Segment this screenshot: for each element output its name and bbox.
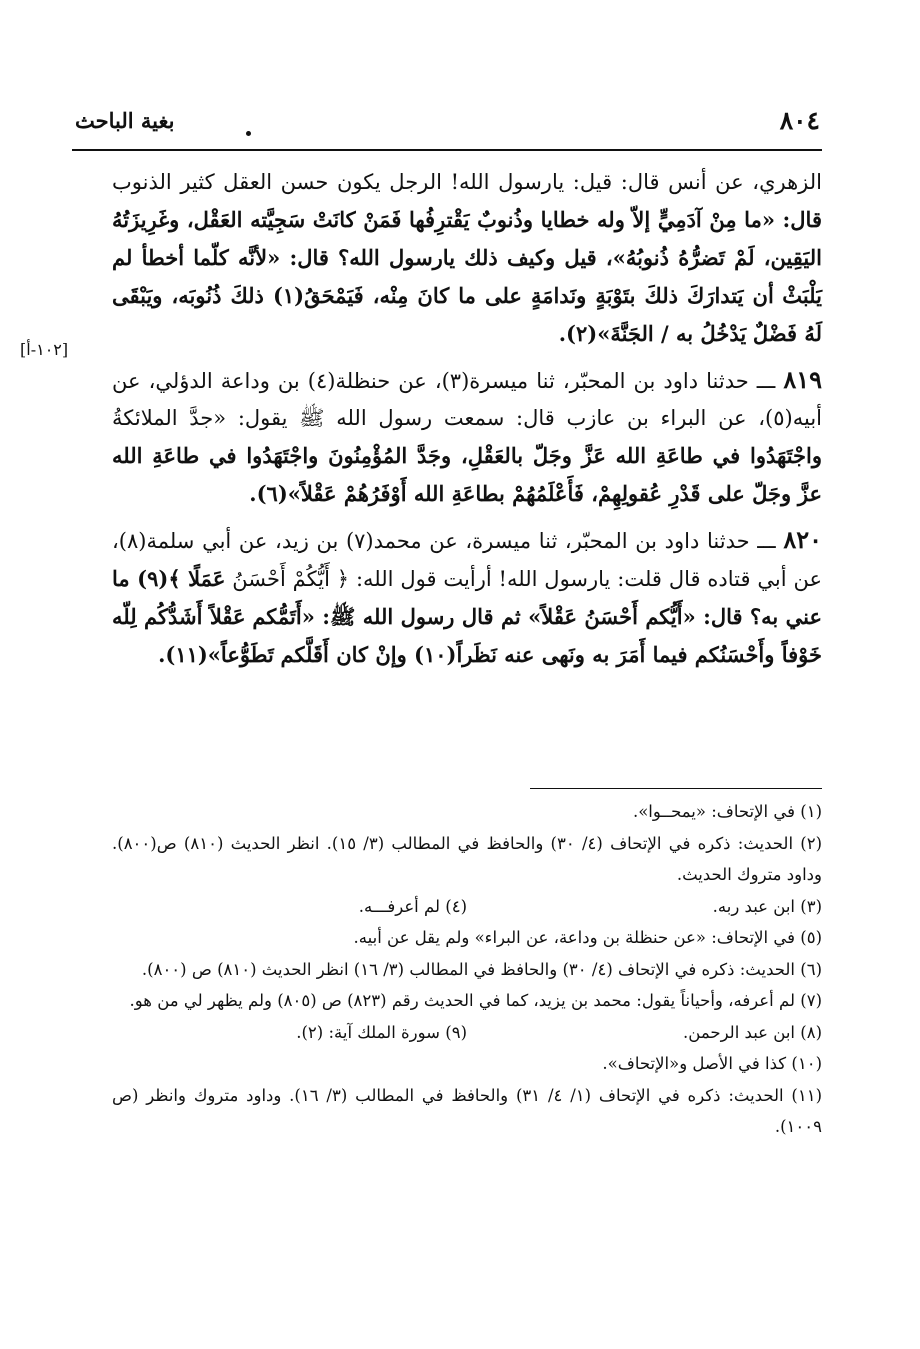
running-title: بغية الباحث [75, 107, 175, 133]
header-rule [72, 149, 822, 151]
main-text [112, 164, 822, 674]
footnote-9: (٩) سورة الملك آية: (٢). [296, 1022, 467, 1042]
footnote-line: (٢) الحديث: ذكره في الإتحاف (٤/ ٣٠) والحافظ في المطالب (٣/ ١٥). انظر الحديث (٨١٠) [183, 833, 823, 853]
text-line: سلمة(٨)، عن أبي قتاده قال قلت: يارسول الله! أرأيت قول الله: ﴿ أَيُّكُمْ أَحْسَنُ [112, 529, 822, 591]
text-line: أن يَتدارَكَ ذلكَ بتَوْبَةٍ ونَدامَةٍ على ما كانَ مِنْه، فَيَمْحَقُ(١) ذلكَ ذُنُوبَه، ويَبْقَى لَهُ فَضْلٌ [112, 283, 822, 346]
text-line: ـــ حدثنا داود بن المحبّر، ثنا ميسرة(٣)، عن حنظلة(٤) بن وداعة الدؤلي، [148, 369, 776, 393]
footnote-7 [112, 985, 822, 1017]
text-line: ـــ حدثنا داود بن المحبّر، ثنا ميسرة، عن محمد(٧) بن زيد، عن أبي [202, 529, 776, 553]
page-number: ٨٠٤ [779, 105, 820, 135]
hadith-number: ٨١٩ [783, 365, 822, 394]
footnote-row [112, 891, 822, 923]
footnote-line: ص(٨٠٠). وداود متروك الحديث. [112, 833, 822, 884]
footnote-line: (٧) لم أعرفه، وأحياناً يقول: محمد بن يزيد، كما في الحديث رقم (٨٢٣) ص (٨٠٥) ولم يظهر [207, 991, 822, 1010]
footnote-line: وانظر (ص ١٠٠٩). [112, 1085, 822, 1136]
text-line: يَدْخُلُ به / الجَنَّةَ»(٢). [558, 321, 747, 346]
footnote-6 [112, 954, 822, 986]
text-line: وجَلّ على قَدْرِ عُقولِهِمْ، فَأَعْلَمُهُمْ بطاعَةِ الله أَوْفَرُهُمْ عَقْلاً»(٦). [249, 481, 792, 506]
footnote-row [112, 1017, 822, 1049]
footnote-4: (٤) لم أعرفـــه. [358, 896, 467, 916]
margin-folio-reference: [١٠٢-أ] [20, 340, 69, 359]
page-header [75, 100, 820, 140]
footnote-2 [112, 828, 822, 891]
footnotes [112, 796, 822, 1143]
text-line: عَمَلًا ﴾(٩) ما عني به؟ قال: «أَيُّكم أَحْسَنُ عَقْلاً» ثم قال رسول الله ﷺ: «أَتَمُّكم [112, 566, 822, 629]
hadith-817-tail [112, 164, 822, 353]
hadith-number: ٨٢٠ [783, 525, 823, 554]
text-line: عَقْلاً أَشَدُّكُم لِلّه خَوْفاً وأَحْسَنُكم فيما أَمَرَ به ونَهى عنه نَظَراً(١٠) وإنْ كان أَقَلَّكم [112, 604, 822, 667]
text-line: عن أبيه(٥)، عن البراء بن عازب قال: سمعت رسول الله ﷺ يقول: «جدَّ الملائكةُ [112, 369, 822, 430]
footnote-3: (٣) ابن عبد ربه. [712, 896, 822, 916]
footnote-11 [112, 1080, 822, 1143]
text-line: قال: «ما مِنْ آدَمِيٍّ إلاّ وله خطايا وذُنوبٌ يَقْترِفُها فَمَنْ كانَتْ سَجِيَّته العَقْل، وغَرِيزَتُهُ [112, 207, 822, 232]
footnote-rule [530, 788, 822, 789]
hadith-820 [112, 521, 822, 674]
footnote-line: لي من هو. [129, 991, 203, 1010]
text-line: الزهري، عن أنس قال: قيل: يارسول الله! الرجل يكون حسن العقل كثير الذنوب [112, 170, 822, 194]
footnote-line: ص (٨٠٠). [141, 959, 212, 979]
hadith-819 [112, 361, 822, 513]
footnote-10: (١٠) كذا في الأصل و«الإتحاف». [602, 1054, 822, 1073]
text-line: تَطَوُّعاً»(١١). [158, 642, 274, 667]
footnote-line: (٦) الحديث: ذكره في الإتحاف (٤/ ٣٠) والحافظ في المطالب (٣/ ١٦) انظر الحديث (٨١٠) [217, 959, 822, 979]
footnote-line: (١١) الحديث: ذكره في الإتحاف (١/ ٤/ ٣١) والحافظ في المطالب (٣/ ١٦). وداود متروك [193, 1085, 823, 1105]
footnote-5: (٥) في الإتحاف: «عن حنظلة بن وداعة، عن البراء» ولم يقل عن أبيه. [353, 928, 822, 947]
text-line: اليَقِين، لَمْ تَضرُّهُ ذُنوبُهُ»، قيل وكيف ذلك يارسول الله؟ قال: «لأنَّه كلّما أخطأ لم يَلْبَثْ [112, 245, 822, 308]
ink-dot [246, 131, 251, 136]
footnote-1: (١) في الإتحاف: «يمحــوا». [632, 802, 822, 821]
text-line: واجْتَهَدُوا في طاعَةِ الله عَزَّ وجَلّ بالعَقْلِ، وجَدَّ المُؤْمِنُونَ واجْتَهَدُوا في طاعَةِ الله عزَّ [112, 443, 822, 506]
footnote-8: (٨) ابن عبد الرحمن. [683, 1022, 822, 1042]
